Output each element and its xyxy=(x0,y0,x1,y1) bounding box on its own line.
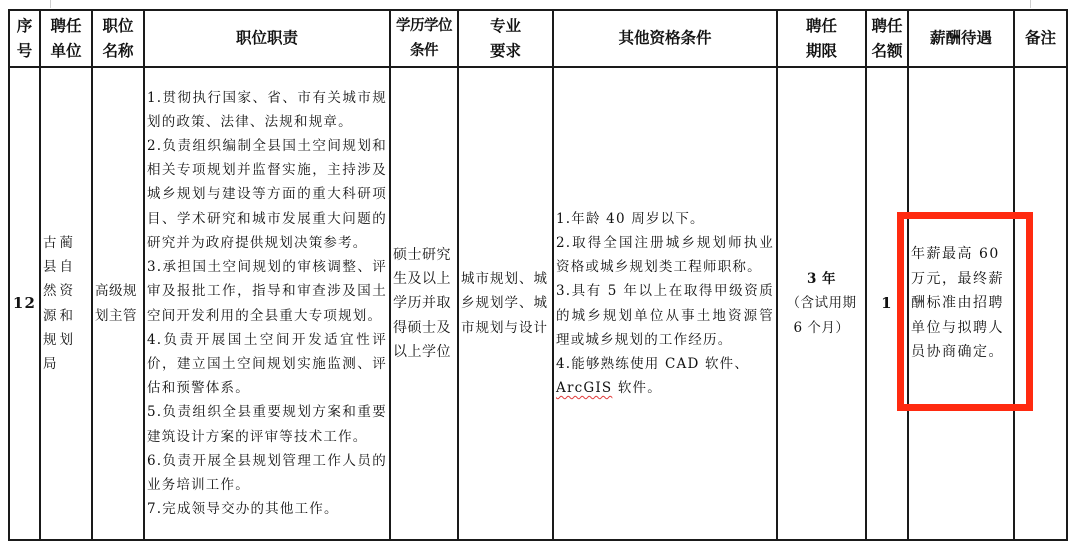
cell-other-qualifications xyxy=(553,67,777,540)
cell-duties xyxy=(144,67,390,540)
qualification-item: 3.具有 5 年以上在取得甲级资质的城乡规划单位从事土地资源管理或城乡规划的工作经历。 xyxy=(556,283,774,348)
page-margin-mark-left xyxy=(50,0,51,8)
duty-item: 3.承担国土空间规划的审核调整、评审及报批工作，指导和审查涉及国土空间开发利用的全县重大专项规划。 xyxy=(147,259,387,324)
duty-item: 2.负责组织编制全县国土空间规划和相关专项规划并监督实施，主持涉及城乡规划与建设等方面的重大科研项目、学术研究和城市发展重大问题的研究并为政府提供规划决策参考。 xyxy=(147,138,387,251)
duty-item: 6.负责开展全县规划管理工作人员的业务培训工作。 xyxy=(147,452,387,493)
header-duties: 职位职责 xyxy=(144,10,390,67)
page-margin-mark-right xyxy=(1030,0,1031,8)
salary-highlight-box xyxy=(897,212,1033,411)
header-quota: 聘任 名额 xyxy=(866,10,908,67)
qualification-item: 1.年龄 40 周岁以下。 xyxy=(556,210,705,227)
cell-quota: 1 xyxy=(866,67,908,540)
cell-seq: 12 xyxy=(9,67,40,540)
header-salary: 薪酬待遇 xyxy=(908,10,1014,67)
qualification-item: 4.能够熟练使用 CAD 软件、 ArcGIS 软件。 xyxy=(556,355,750,397)
cell-unit: 古蔺县自然资源和规划局 xyxy=(40,67,92,540)
header-remarks: 备注 xyxy=(1014,10,1067,67)
header-term: 聘任 期限 xyxy=(777,10,866,67)
header-row xyxy=(9,10,1067,67)
header-other: 其他资格条件 xyxy=(553,10,777,67)
spellcheck-flagged-word: ArcGIS xyxy=(556,380,613,397)
header-unit: 聘任 单位 xyxy=(40,10,92,67)
header-major: 专业 要求 xyxy=(458,10,553,67)
header-position: 职位 名称 xyxy=(92,10,144,67)
header-education: 学历学位 条件 xyxy=(390,10,458,67)
qualification-item: 2.取得全国注册城乡规划师执业资格或城乡规划类工程师职称。 xyxy=(556,234,774,276)
duty-item: 5.负责组织全县重要规划方案和重要建筑设计方案的评审等技术工作。 xyxy=(147,404,387,445)
duty-item: 4.负责开展国土空间开发适宜性评价，建立国土空间规划实施监测、评估和预警体系。 xyxy=(147,331,387,397)
cell-salary: 年薪最高 60 万元，最终薪酬标准由招聘单位与拟聘人员协商确定。 xyxy=(908,67,1014,540)
cell-education: 硕士研究生及以上学历并取得硕士及以上学位 xyxy=(390,67,458,540)
cell-term: 3 年 （含试用期 6 个月） xyxy=(777,67,866,540)
duty-item: 7.完成领导交办的其他工作。 xyxy=(147,501,339,518)
header-seq: 序 号 xyxy=(9,10,40,67)
cell-major: 城市规划、城乡规划学、城市规划与设计 xyxy=(458,67,553,540)
duty-item: 1.贯彻执行国家、省、市有关城市规划的政策、法律、法规和规章。 xyxy=(147,89,387,130)
cell-position: 高级规划主管 xyxy=(92,67,144,540)
